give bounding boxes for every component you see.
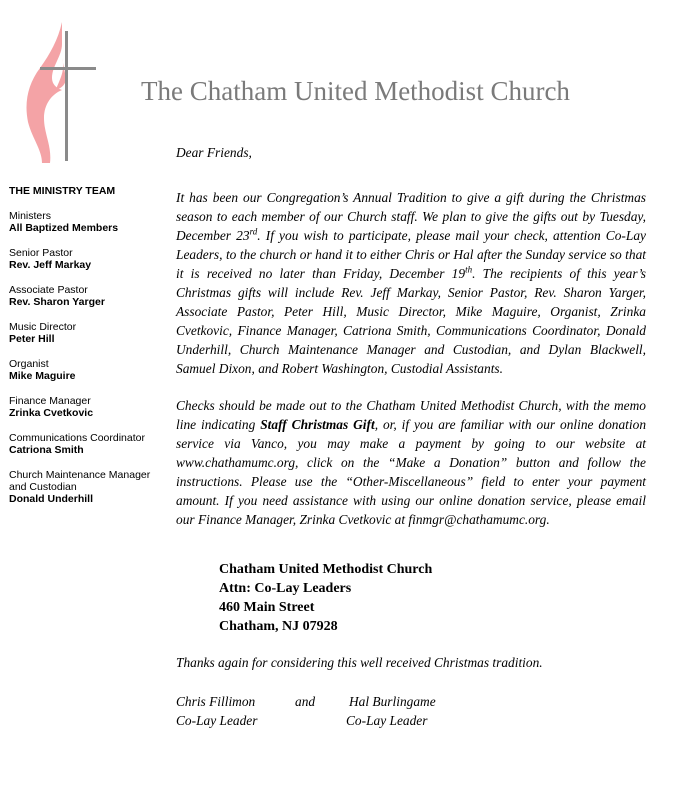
role: Associate Pastor	[9, 284, 88, 296]
name: All Baptized Members	[9, 222, 119, 234]
text: . If you wish to participate, please mail your check, attention Co-Lay Leaders, to the church or hand it to either Chris or Hal after the Sunday service so that it is received no later than Friday, December 19	[176, 228, 646, 281]
superscript: rd	[249, 226, 258, 237]
role: Ministers	[9, 210, 52, 222]
letter-body	[176, 143, 646, 547]
name: Zrinka Cvetkovic	[9, 407, 94, 419]
team-member	[9, 210, 169, 234]
ministry-team-sidebar	[9, 185, 169, 518]
team-member	[9, 358, 169, 382]
mailing-address	[219, 560, 432, 636]
memo-text: Staff Christmas Gift	[260, 417, 375, 432]
page-title: The Chatham United Methodist Church	[141, 76, 570, 106]
text: Checks should be made out to the Chatham United Methodist Church, with the memo line indicating	[176, 398, 646, 432]
team-member	[9, 321, 169, 345]
team-member	[9, 284, 169, 308]
name: Donald Underhill	[9, 493, 93, 505]
team-member	[9, 247, 169, 271]
signer-and: and	[295, 694, 316, 709]
signer-left-name: Chris Fillimon	[176, 694, 256, 709]
address-line: Attn: Co-Lay Leaders	[219, 581, 352, 596]
text: It has been our Congregation’s Annual Tradition to give a gift during the Christmas season to each member of our Church staff. We plan to give the gifts out by Tuesday, December 23	[176, 190, 646, 243]
address-line: 460 Main Street	[219, 600, 315, 615]
role: Communications Coordinator	[9, 432, 145, 444]
name: Peter Hill	[9, 333, 55, 345]
name: Mike Maguire	[9, 370, 76, 382]
name: Rev. Sharon Yarger	[9, 296, 105, 308]
name: Catriona Smith	[9, 444, 84, 456]
role: Music Director	[9, 321, 77, 333]
role: Finance Manager	[9, 395, 91, 407]
signer-right-title: Co-Lay Leader	[346, 713, 428, 728]
closing-line: Thanks again for considering this well received Christmas tradition.	[176, 655, 543, 670]
team-member	[9, 432, 169, 456]
text: , or, if you are familiar with our online donation service via Vanco, you may make a payment by going to our website at www.chathamumc.org, click on the “Make a Donation” button and follow the instructions. Please use the “Other-Miscellaneous” field to enter your payment amount. If you need assistance with using our online donation service, please email our Finance Manager, Zrinka Cvetkovic at finmgr@chathamumc.org.	[176, 417, 647, 527]
salutation: Dear Friends,	[176, 145, 252, 160]
address-line: Chatham, NJ 07928	[219, 619, 338, 634]
role: Senior Pastor	[9, 247, 73, 259]
church-logo-icon	[22, 18, 102, 163]
paragraph-1	[176, 188, 646, 378]
role: Organist	[9, 358, 49, 370]
text: . The recipients of this year’s Christmas gifts will include Rev. Jeff Markay, Senior Pastor, Rev. Sharon Yarger, Associate Pastor, Peter Hill, Music Director, Mike Maguire, Organist, Zrinka Cvetkovic, Finance Manager, Catriona Smith, Communications Coordinator, Donald Underhill, Church Maintenance Manager and Custodian, and Dylan Blackwell, Samuel Dixon, and Robert Washington, Custodial Assistants.	[176, 266, 646, 376]
signer-left-title: Co-Lay Leader	[176, 713, 258, 728]
team-member	[9, 469, 169, 505]
superscript: th	[465, 264, 473, 275]
role: Church Maintenance Manager and Custodian	[9, 469, 151, 493]
paragraph-2	[176, 396, 646, 529]
sidebar-heading: THE MINISTRY TEAM	[9, 185, 116, 197]
name: Rev. Jeff Markay	[9, 259, 92, 271]
address-line: Chatham United Methodist Church	[219, 562, 433, 577]
team-member	[9, 395, 169, 419]
signer-right-name: Hal Burlingame	[349, 694, 436, 709]
